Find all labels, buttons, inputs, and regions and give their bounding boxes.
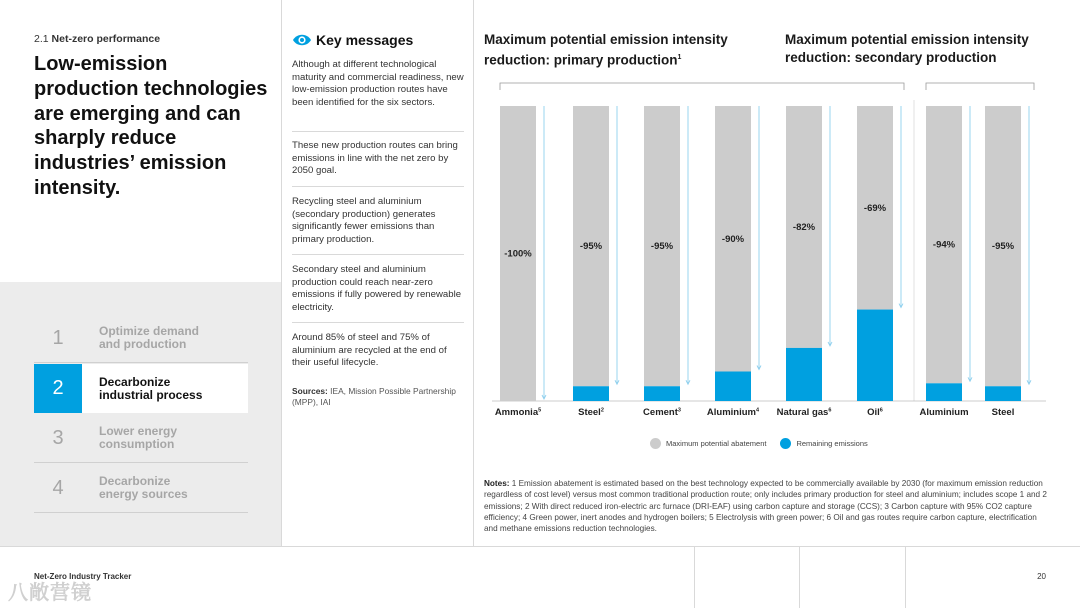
emission-reduction-chart <box>474 70 1074 430</box>
divider <box>292 322 464 323</box>
data-label: -90% <box>721 233 745 245</box>
reduction-arrow <box>899 106 903 308</box>
nav-item-label: Optimize demand and production <box>99 324 200 351</box>
bar-remaining <box>573 386 609 401</box>
nav-item-decarbonize-process[interactable] <box>34 364 248 413</box>
divider <box>292 131 464 132</box>
sources-label: Sources: <box>292 386 328 396</box>
reduction-arrow <box>828 106 832 346</box>
reduction-arrow <box>757 106 761 370</box>
notes-text: 1 Emission abatement is estimated based on the best technology expected to be commercially available by 2030 (for maximum emission reduction regardless of cost level) versus most common traditional production route; only includes primary production for steel and aluminium; includes scope 1 and 2 emissions; 2 With direct reduced iron-electric arc furnace (DRI-EAF) using carbon capture and storage (CCS); 3 Carbon capture with 95% CO2 capture efficiency; 4 Green power, inert anodes and hydrogen boilers; 5 Electrolysis with green power; 6 Oil and gas routes require carbon capture, electrification and methane emissions reduction technologies. <box>484 479 1047 534</box>
chart-title-primary-text: Maximum potential emission intensity reduction: primary production <box>484 32 728 67</box>
key-message: Recycling steel and aluminium (secondary production) generates significantly fewer emissions than primary production. <box>292 196 436 245</box>
chart-notes <box>484 478 1048 534</box>
divider <box>292 254 464 255</box>
legend-label: Maximum potential abatement <box>666 439 767 448</box>
category-label: Cement$^3$ <box>643 407 681 418</box>
nav-item-optimize-demand[interactable] <box>34 314 248 363</box>
key-message: Around 85% of steel and 75% of aluminium are recycled at the end of their useful lifecycle. <box>292 332 447 369</box>
data-label: -95% <box>991 241 1015 253</box>
nav-item-number: 2 <box>34 364 82 413</box>
key-message: These new production routes can bring emissions in line with the net zero by 2050 goal. <box>292 140 458 177</box>
chart-title-primary <box>484 31 764 69</box>
notes-label: Notes: <box>484 479 510 488</box>
divider <box>292 186 464 187</box>
footer-column-divider <box>694 546 695 608</box>
sources-text: IEA, Mission Possible Partnership (MPP), IAI <box>292 386 456 407</box>
category-label: Aluminium$^4$ <box>706 407 760 418</box>
section-nav <box>0 282 281 546</box>
category-label: Ammonia$^5$ <box>494 407 542 418</box>
category-label: Aluminium <box>919 407 969 418</box>
legend-item-remaining <box>780 438 867 449</box>
legend-label: Remaining emissions <box>796 439 868 448</box>
nav-item-label: Decarbonize energy sources <box>99 474 188 501</box>
legend-swatch-grey <box>650 438 661 449</box>
chart-legend <box>650 438 882 449</box>
section-label <box>34 33 160 45</box>
data-label: -82% <box>792 221 816 233</box>
legend-swatch-blue <box>780 438 791 449</box>
bar-remaining <box>644 386 680 401</box>
chart-title-secondary: Maximum potential emission intensity reduction: secondary production <box>785 32 1029 65</box>
category-label: Oil$^6$ <box>867 407 883 418</box>
nav-item-decarbonize-energy[interactable] <box>34 464 248 513</box>
data-label: -95% <box>579 241 603 253</box>
section-number: 2.1 <box>34 33 49 45</box>
page-number: 20 <box>1037 572 1046 581</box>
sources <box>292 386 468 408</box>
bracket-secondary <box>926 83 1034 90</box>
footer-title: Net-Zero Industry Tracker <box>34 572 132 581</box>
key-messages-title: Key messages <box>316 32 414 48</box>
nav-item-number: 3 <box>52 426 64 449</box>
category-label: Natural gas$^6$ <box>776 407 832 418</box>
nav-item-number: 4 <box>52 476 64 499</box>
key-messages-panel <box>282 0 474 546</box>
data-label: -100% <box>504 248 532 260</box>
key-messages-header <box>292 32 413 48</box>
chart-title-sup: 1 <box>677 53 682 61</box>
bar-remaining <box>715 372 751 402</box>
reduction-arrow <box>686 106 690 384</box>
eye-icon <box>292 33 312 47</box>
watermark: 八敞营镜 <box>8 582 92 604</box>
data-label: -94% <box>932 239 956 251</box>
key-message: Although at different technological maturity and commercial readiness, new low-emission production routes have been identified for the six sectors. <box>292 59 464 108</box>
bar-remaining <box>926 383 962 401</box>
reduction-arrow <box>968 106 972 381</box>
footer-divider <box>0 546 1080 547</box>
footer-column-divider <box>905 546 906 608</box>
left-intro <box>0 0 281 282</box>
section-title: Net-zero performance <box>51 33 161 45</box>
category-label: Steel <box>991 407 1015 418</box>
category-label: Steel$^2$ <box>578 407 604 418</box>
bar-remaining <box>985 386 1021 401</box>
data-label: -95% <box>650 241 674 253</box>
reduction-arrow <box>1027 106 1031 384</box>
nav-item-number: 1 <box>52 326 64 349</box>
data-label: -69% <box>863 202 887 214</box>
footer-column-divider <box>799 546 800 608</box>
nav-item-lower-energy[interactable] <box>34 414 248 463</box>
nav-item-label: Lower energy consumption <box>99 424 178 451</box>
bar-remaining <box>857 310 893 401</box>
key-message: Secondary steel and aluminium production could reach near-zero emissions if fully powered by renewable electricity. <box>292 264 462 313</box>
bracket-primary <box>500 83 904 90</box>
legend-item-abatement <box>650 438 766 449</box>
reduction-arrow <box>542 106 546 399</box>
nav-item-label: Decarbonize industrial process <box>99 374 203 402</box>
reduction-arrow <box>615 106 619 384</box>
page-headline: Low-emission production technologies are emerging and can sharply reduce industries’ emission intensity. <box>34 53 268 199</box>
bar-remaining <box>786 348 822 401</box>
left-column <box>0 0 282 546</box>
